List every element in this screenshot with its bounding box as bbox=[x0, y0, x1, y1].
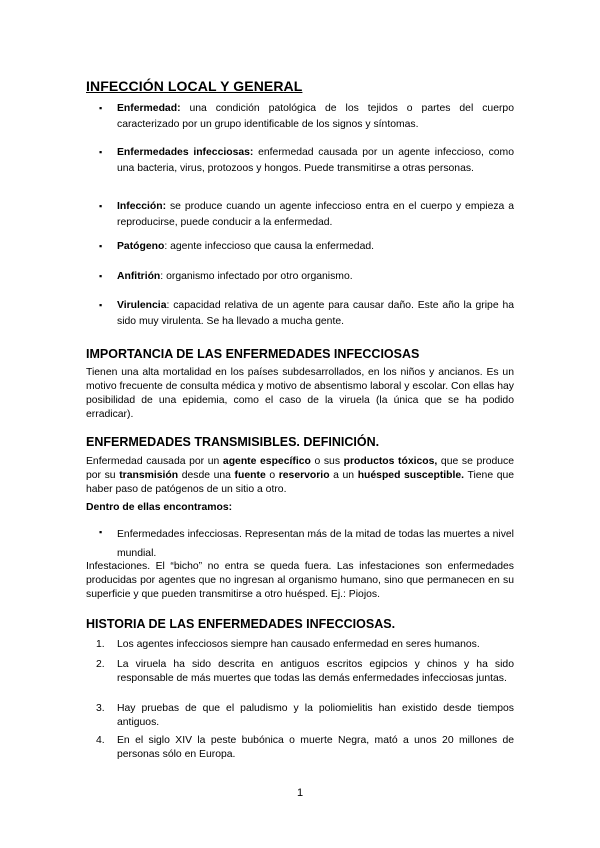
list-number: 3. bbox=[96, 703, 105, 714]
definition-item bbox=[117, 145, 514, 177]
text-run: Tiene que haber paso de patógenos de un sitio a otro. bbox=[86, 470, 515, 495]
text-run: que se produce por su bbox=[86, 456, 515, 481]
history-item: Hay pruebas de que el paludismo y la poliomielitis han existido desde tiempos antiguos. bbox=[117, 703, 514, 728]
text-run: a un bbox=[329, 470, 358, 481]
definition-item bbox=[117, 269, 514, 285]
text-run-bold: transmisión bbox=[119, 470, 179, 481]
bullet-marker: ▪ bbox=[99, 527, 103, 537]
definition-term: Enfermedad bbox=[117, 103, 178, 114]
page-title: INFECCIÓN LOCAL Y GENERAL bbox=[86, 78, 303, 94]
list-number: 4. bbox=[96, 735, 105, 746]
text-run: o bbox=[265, 470, 279, 481]
definition-term: Patógeno bbox=[117, 241, 165, 252]
text-run: desde una bbox=[178, 470, 235, 481]
definition-item bbox=[117, 199, 514, 231]
definition-item bbox=[117, 239, 514, 255]
history-item: La viruela ha sido descrita en antiguos escritos egipcios y chinos y ha sido responsable de más muertes que todas las demás enfermedades infecciosas juntas. bbox=[117, 659, 514, 684]
definition-item bbox=[117, 101, 514, 133]
text-run-bold: productos tóxicos, bbox=[343, 456, 438, 467]
definition-text: una condición patológica de los tejidos o partes del cuerpo caracterizado por un grupo identificable de los signos y síntomas. bbox=[117, 103, 514, 130]
section-heading-transmissible: ENFERMEDADES TRANSMISIBLES. DEFINICIÓN. bbox=[86, 435, 380, 449]
definition-sep: : bbox=[177, 103, 181, 114]
bullet-marker: ▪ bbox=[99, 300, 103, 310]
definition-term: Virulencia bbox=[117, 300, 167, 311]
section-heading-importance: IMPORTANCIA DE LAS ENFERMEDADES INFECCIOSAS bbox=[86, 347, 420, 361]
bullet-marker: ▪ bbox=[99, 241, 103, 251]
list-number: 1. bbox=[96, 639, 105, 650]
transmissible-definition bbox=[86, 455, 514, 497]
definition-term: Infección bbox=[117, 201, 163, 212]
list-number: 2. bbox=[96, 659, 105, 670]
section-heading-history: HISTORIA DE LAS ENFERMEDADES INFECCIOSAS. bbox=[86, 617, 396, 631]
subheading-within: Dentro de ellas encontramos: bbox=[86, 502, 233, 513]
definition-text: capacidad relativa de un agente para causar daño. Este año la gripe ha sido muy virulenta. Se ha llevado a mucha gente. bbox=[117, 300, 514, 327]
importance-paragraph: Tienen una alta mortalidad en los países subdesarrollados, en los niños y ancianos. Es un motivo frecuente de consulta médica y motivo de absentismo laboral y escolar. Con ellas hay posibilidad de una epidemia, como el caso de la viruela (la única que se ha podido erradicar). bbox=[86, 367, 514, 420]
definition-sep: : bbox=[164, 241, 168, 252]
definition-text: agente infeccioso que causa la enfermedad. bbox=[167, 241, 375, 252]
infestations-paragraph: Infestaciones. El “bicho” no entra se queda fuera. Las infestaciones son enfermedades producidas por agentes que no ingresan al organismo humano, sino que permanecen en su superficie y que pueden transmitirse a otro huésped. Ej.: Piojos. bbox=[86, 561, 514, 600]
text-run-bold: fuente bbox=[234, 470, 266, 481]
bullet-marker: ▪ bbox=[99, 147, 103, 157]
history-item: Los agentes infecciosos siempre han causado enfermedad en seres humanos. bbox=[117, 639, 480, 650]
bullet-marker: ▪ bbox=[99, 271, 103, 281]
definition-sep: : bbox=[160, 271, 164, 282]
bullet-marker: ▪ bbox=[99, 201, 103, 211]
definition-term: Anfitrión bbox=[117, 271, 161, 282]
definition-item bbox=[117, 298, 514, 330]
definition-text: se produce cuando un agente infeccioso entra en el cuerpo y empieza a reproducirse, puede conducir a la enfermedad. bbox=[117, 201, 514, 228]
definition-term: Enfermedades infecciosas: bbox=[117, 147, 254, 158]
infectious-diseases-bullet: Enfermedades infecciosas. Representan más de la mitad de todas las muertes a nivel mundial. bbox=[117, 529, 514, 559]
definition-text: organismo infectado por otro organismo. bbox=[163, 271, 353, 282]
history-item: En el siglo XIV la peste bubónica o muerte Negra, mató a unos 20 millones de personas sólo en Europa. bbox=[117, 735, 514, 760]
text-run: o sus bbox=[310, 456, 344, 467]
text-run: Enfermedad causada por un bbox=[86, 456, 223, 467]
definition-sep: : bbox=[162, 201, 167, 212]
text-run-bold: agente específico bbox=[222, 456, 311, 467]
page-number: 1 bbox=[296, 787, 304, 799]
bullet-marker: ▪ bbox=[99, 103, 103, 113]
text-run-bold: reservorio bbox=[278, 470, 330, 481]
definition-text: enfermedad causada por un agente infeccioso, como una bacteria, virus, protozoos y hongos. Puede transmitirse a otras personas. bbox=[117, 147, 514, 174]
definition-sep: : bbox=[166, 300, 170, 311]
text-run-bold: huésped susceptible. bbox=[357, 470, 465, 481]
